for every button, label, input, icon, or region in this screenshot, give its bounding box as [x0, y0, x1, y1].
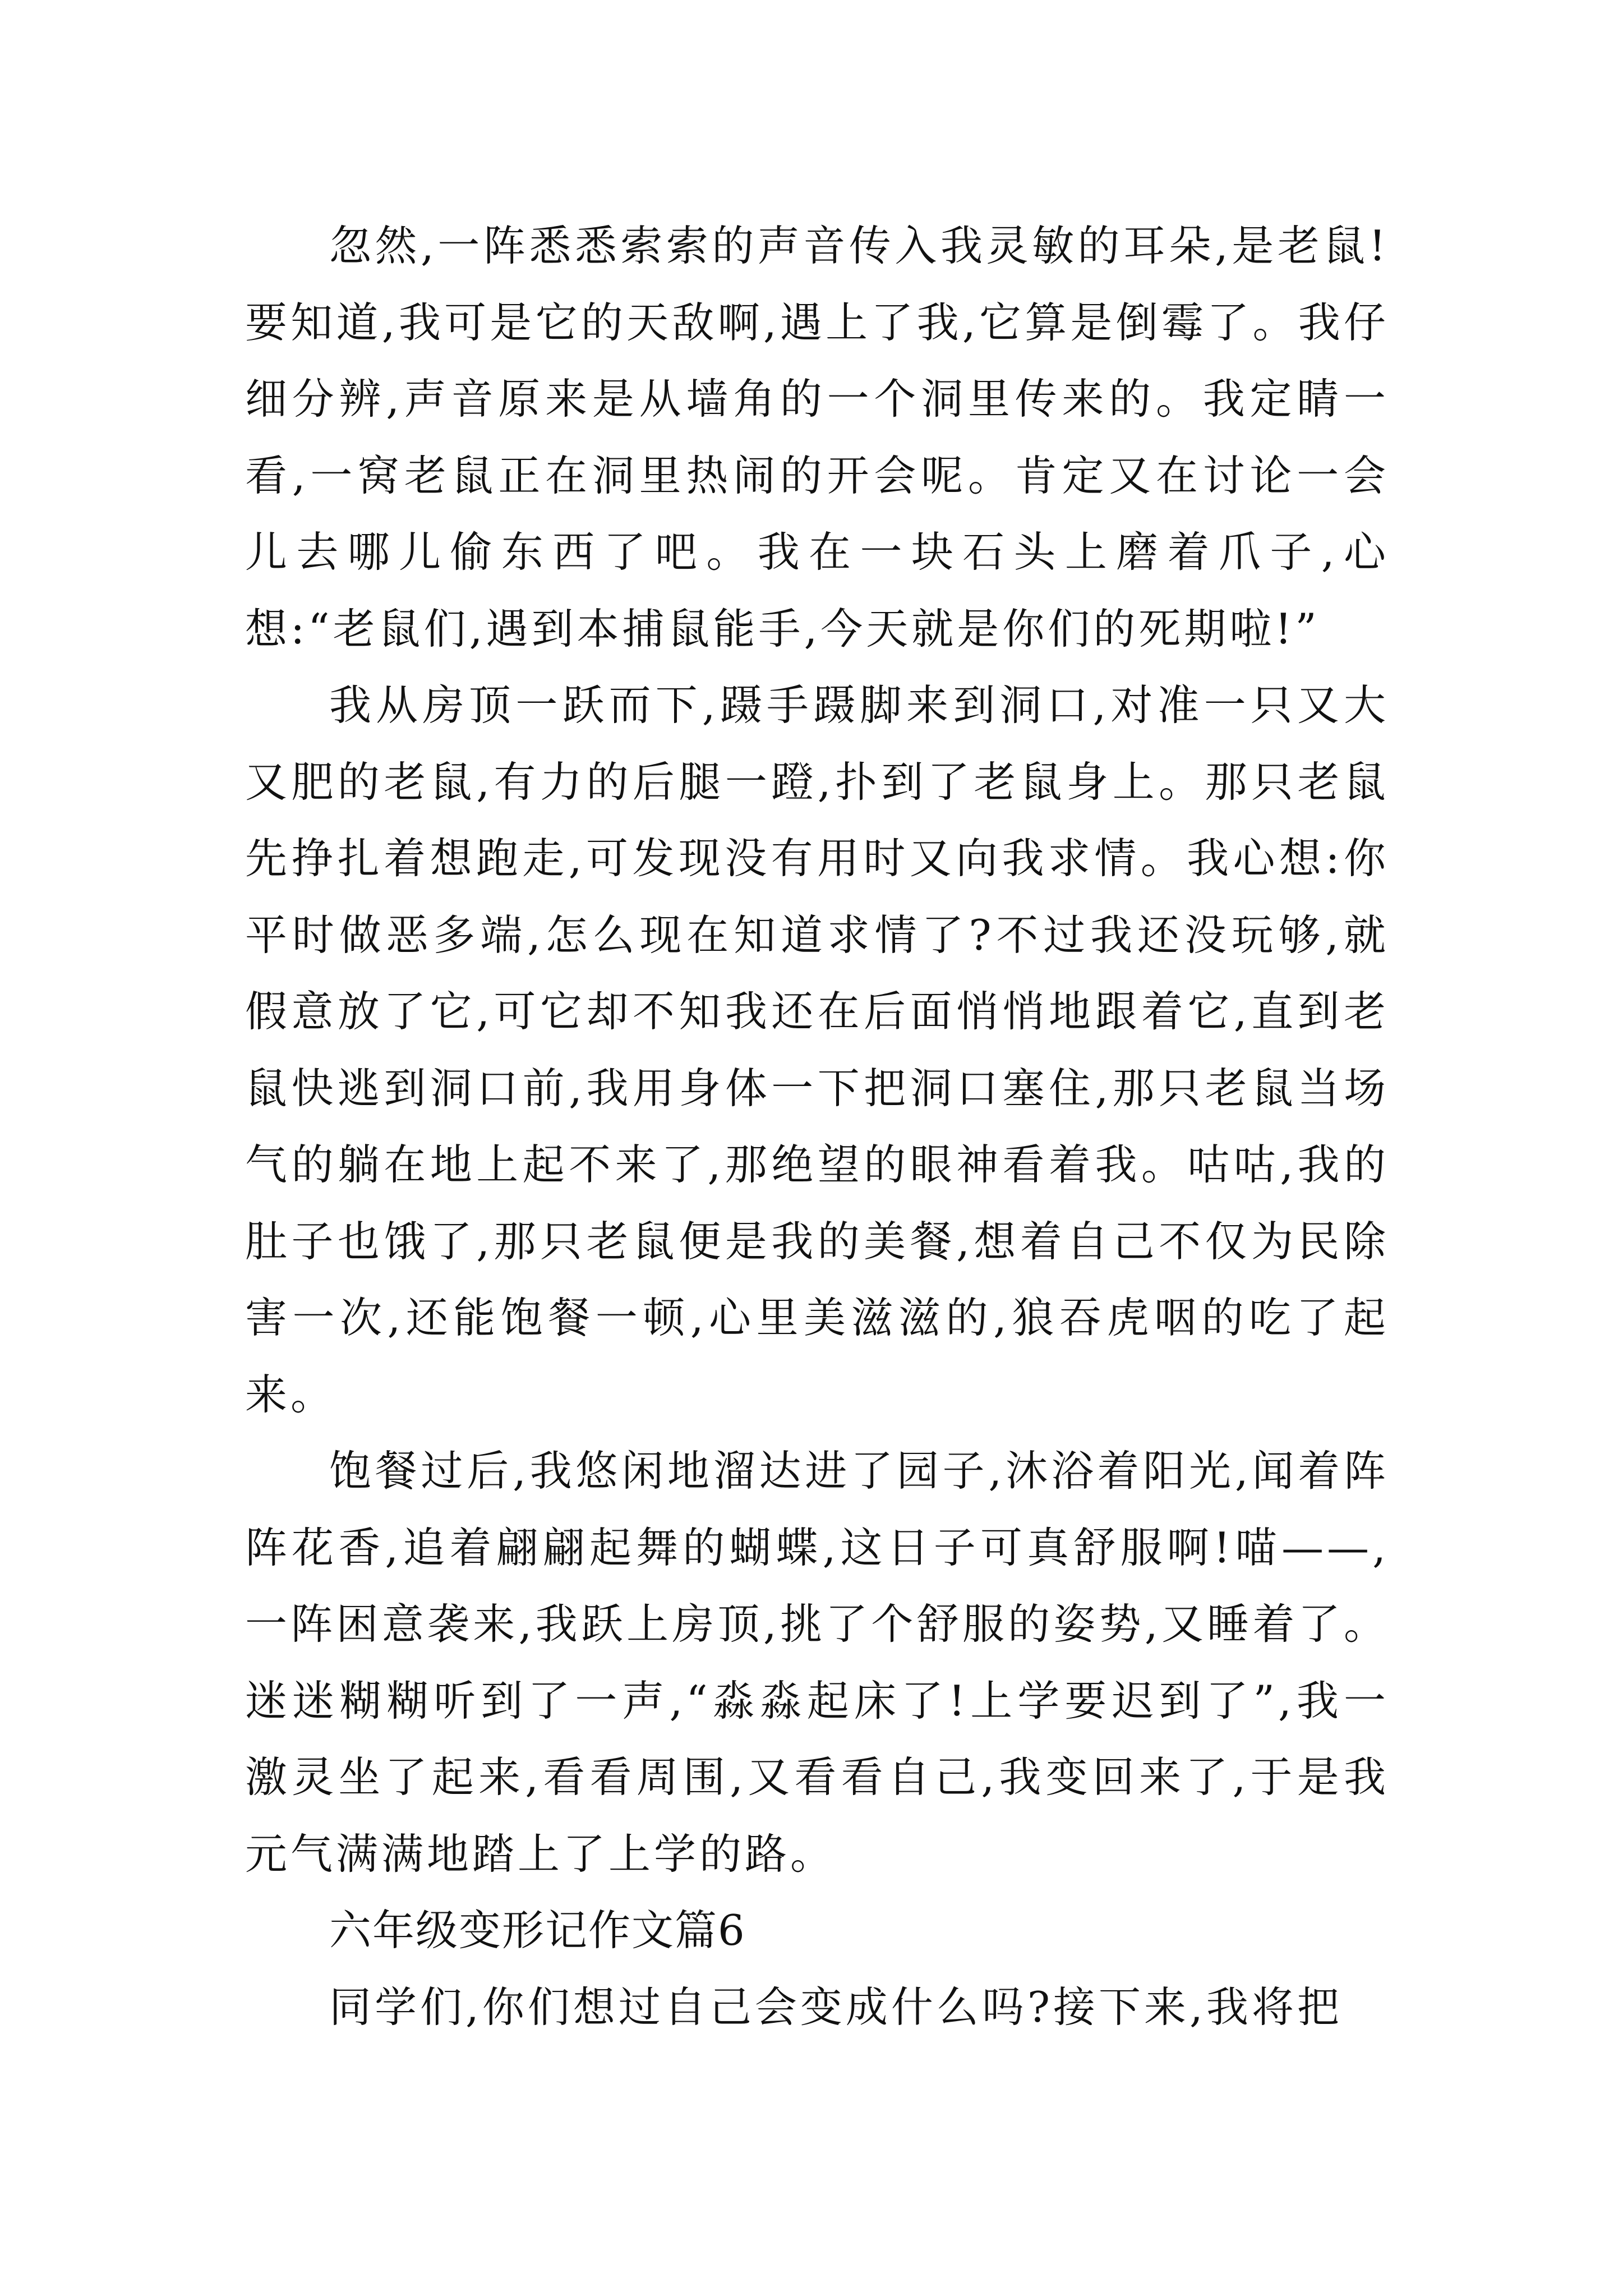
document-body: [245, 208, 1389, 2045]
paragraph-section-intro: 同学们,你们想过自己会变成什么吗?接下来,我将把: [329, 1982, 1343, 2032]
paragraph-mouse-catch: 我从房顶一跃而下,蹑手蹑脚来到洞口,对准一只又大又肥的老鼠,有力的后腿一蹬,扑到了老鼠身上。那只老鼠先挣扎着想跑走,可发现没有用时又向我求情。我心想:你平时做恶多端,怎么现在知道求情了?不过我还没玩够,就假意放了它,可它却不知我还在后面悄悄地跟着它,直到老鼠快逃到洞口前,我用身体一下把洞口塞住,那只老鼠当场气的躺在地上起不来了,那绝望的眼神看着我。咕咕,我的肚子也饿了,那只老鼠便是我的美餐,想着自己不仅为民除害一次,还能饱餐一顿,心里美滋滋的,狼吞虎咽的吃了起来。: [245, 680, 1389, 1419]
paragraph-garden-wakeup: 饱餐过后,我悠闲地溜达进了园子,沐浴着阳光,闻着阵阵花香,追着翩翩起舞的蝴蝶,这日子可真舒服啊!喵——,一阵困意袭来,我跃上房顶,挑了个舒服的姿势,又睡着了。迷迷糊糊听到了一声,“淼淼起床了!上学要迟到了”,我一激灵坐了起来,看看周围,又看看自己,我变回来了,于是我元气满满地踏上了上学的路。: [245, 1446, 1389, 1879]
section-heading: 六年级变形记作文篇6: [329, 1906, 746, 1955]
paragraph-mouse-hunt-start: 忽然,一阵悉悉索索的声音传入我灵敏的耳朵,是老鼠!要知道,我可是它的天敌啊,遇上了我,它算是倒霉了。我仔细分辨,声音原来是从墙角的一个洞里传来的。我定睛一看,一窝老鼠正在洞里热闹的开会呢。肯定又在讨论一会儿去哪儿偷东西了吧。我在一块石头上磨着爪子,心想:“老鼠们,遇到本捕鼠能手,今天就是你们的死期啦!”: [245, 221, 1389, 654]
